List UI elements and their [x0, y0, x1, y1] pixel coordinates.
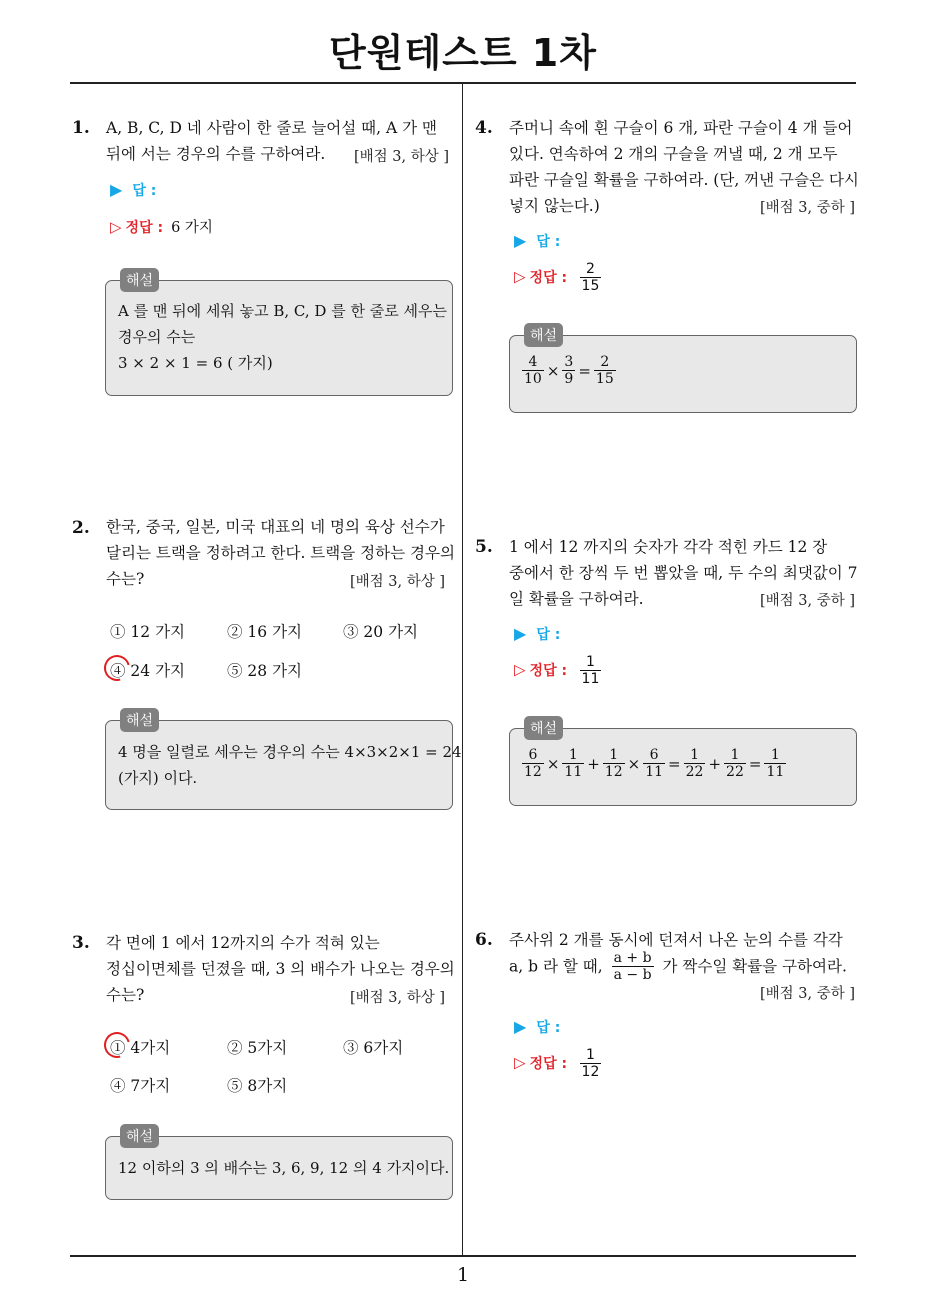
solution-box — [509, 328, 857, 413]
answer-row — [514, 624, 560, 644]
solution-line: 12 이하의 3 의 배수는 3, 6, 9, 12 의 4 가지이다. — [118, 1159, 450, 1177]
play-icon: ▶ — [514, 231, 527, 250]
question-text-line: 뒤에 서는 경우의 수를 구하여라. — [106, 145, 326, 163]
question-text-line: 수는? — [106, 570, 145, 588]
solution-box — [105, 713, 462, 810]
correct-label: 정답 : — [529, 1055, 568, 1072]
choice-5[interactable]: ⑤ 8가지 — [227, 1077, 288, 1095]
solution-line: 경우의 수는 — [118, 328, 196, 346]
question-text-line: A, B, C, D 네 사람이 한 줄로 늘어설 때, A 가 맨 — [106, 119, 437, 137]
question-text-line: 수는? — [106, 986, 145, 1004]
question-number: 2. — [72, 518, 90, 538]
solution-tag: 해설 — [120, 708, 159, 732]
question-text-line: 중에서 한 장씩 두 번 뽑았을 때, 두 수의 최댓값이 7 — [509, 564, 858, 582]
question-meta: [배점 3, 중하 ] — [760, 200, 856, 216]
correct-answer-row — [110, 216, 213, 237]
choice-4[interactable]: ④ 24 가지 — [110, 662, 186, 680]
answer-label: 답 : — [536, 1020, 561, 1036]
answer-row — [514, 1017, 560, 1037]
outline-play-icon: ▷ — [514, 1053, 526, 1072]
question-number: 6. — [475, 930, 493, 950]
question-text-line: 달리는 트랙을 정하려고 한다. 트랙을 정하는 경우의 — [106, 544, 455, 562]
question-meta: [배점 3, 하상 ] — [350, 574, 446, 590]
solution-line: (가지) 이다. — [118, 769, 198, 787]
solution-line: 3 × 2 × 1 = 6 ( 가지) — [118, 354, 273, 372]
question-meta: [배점 3, 하상 ] — [354, 149, 450, 165]
correct-label: 정답 : — [125, 220, 164, 236]
correct-label: 정답 : — [529, 269, 568, 286]
solution-tag: 해설 — [524, 716, 563, 740]
solution-equation: $\frac{4}{10}$ × $\frac{3}{9}$ = $\frac{2}{15}$ — [524, 354, 614, 387]
play-icon: ▶ — [514, 624, 527, 643]
correct-answer-row — [514, 654, 601, 687]
play-icon: ▶ — [110, 180, 123, 199]
question-text-line: 주머니 속에 흰 구슬이 6 개, 파란 구슬이 4 개 들어 — [509, 119, 853, 137]
solution-tag: 해설 — [120, 268, 159, 292]
outline-play-icon: ▷ — [514, 660, 526, 679]
correct-answer-fraction: $\frac{2}{15}$ — [581, 261, 600, 294]
question-text-line: 각 면에 1 에서 12까지의 수가 적혀 있는 — [106, 934, 380, 952]
choice-5[interactable]: ⑤ 28 가지 — [227, 662, 303, 680]
question-meta: [배점 3, 하상 ] — [350, 990, 446, 1006]
answer-label: 답 : — [536, 234, 561, 250]
answer-row — [110, 180, 156, 200]
correct-answer: 6 가지 — [171, 220, 213, 236]
column-divider — [462, 83, 463, 1256]
question-text-line: 정십이면체를 던졌을 때, 3 의 배수가 나오는 경우의 — [106, 960, 455, 978]
outline-play-icon: ▷ — [110, 218, 122, 236]
choice-3[interactable]: ③ 20 가지 — [343, 623, 419, 641]
question-number: 1. — [72, 118, 90, 138]
question-meta: [배점 3, 중하 ] — [760, 986, 856, 1002]
question-number: 5. — [475, 537, 493, 557]
solution-line: A 를 맨 뒤에 세워 놓고 B, C, D 를 한 줄로 세우는 — [118, 302, 447, 320]
outline-play-icon: ▷ — [514, 267, 526, 286]
question-text-line: a, b 라 할 때, $\frac{a + b}{a - b}$ 가 짝수일 확률을 구하여라. — [509, 950, 847, 983]
page-number: 1 — [456, 1264, 470, 1286]
solution-box — [509, 721, 857, 806]
correct-answer-fraction: $\frac{1}{12}$ — [581, 1047, 600, 1080]
question-text-line: 파란 구슬일 확률을 구하여라. (단, 꺼낸 구슬은 다시 — [509, 171, 859, 189]
question-number: 3. — [72, 933, 90, 953]
question-text-line: 주사위 2 개를 동시에 던져서 나온 눈의 수를 각각 — [509, 931, 843, 949]
solution-box — [105, 273, 453, 396]
answer-row — [514, 231, 560, 251]
answer-label: 답 : — [536, 627, 561, 643]
question-text-line: 한국, 중국, 일본, 미국 대표의 네 명의 육상 선수가 — [106, 518, 445, 536]
correct-answer-fraction: $\frac{1}{11}$ — [581, 654, 600, 687]
question-text-line: 일 확률을 구하여라. — [509, 590, 644, 608]
choice-1[interactable]: ① 4가지 — [110, 1039, 171, 1057]
correct-answer-row — [514, 261, 601, 294]
solution-tag: 해설 — [120, 1124, 159, 1148]
page-title: 단원테스트 1차 — [329, 31, 597, 75]
correct-label: 정답 : — [529, 662, 568, 679]
question-text-line: 1 에서 12 까지의 숫자가 각각 적힌 카드 12 장 — [509, 538, 828, 556]
question-text-line: 넣지 않는다.) — [509, 197, 600, 215]
answer-label: 답 : — [132, 183, 157, 199]
play-icon: ▶ — [514, 1017, 527, 1036]
solution-tag: 해설 — [524, 323, 563, 347]
question-meta: [배점 3, 중하 ] — [760, 593, 856, 609]
choice-1[interactable]: ① 12 가지 — [110, 623, 186, 641]
choice-2[interactable]: ② 16 가지 — [227, 623, 303, 641]
solution-equation: $\frac{6}{12}$ × $\frac{1}{11}$ + $\frac{1}{12}$ × $\frac{6}{11}$ = $\frac{1}{22}$ + $\frac{1}{22}$ = $\frac{1}{11}$ — [524, 747, 785, 780]
question-text-line: 있다. 연속하여 2 개의 구슬을 꺼낼 때, 2 개 모두 — [509, 145, 838, 163]
choice-2[interactable]: ② 5가지 — [227, 1039, 288, 1057]
choice-4[interactable]: ④ 7가지 — [110, 1077, 171, 1095]
choice-3[interactable]: ③ 6가지 — [343, 1039, 404, 1057]
solution-line: 4 명을 일렬로 세우는 경우의 수는 4×3×2×1 = 24 — [118, 743, 462, 761]
solution-box — [105, 1129, 453, 1200]
question-number: 4. — [475, 118, 493, 138]
correct-answer-row — [514, 1047, 601, 1080]
bottom-rule — [70, 1255, 856, 1257]
